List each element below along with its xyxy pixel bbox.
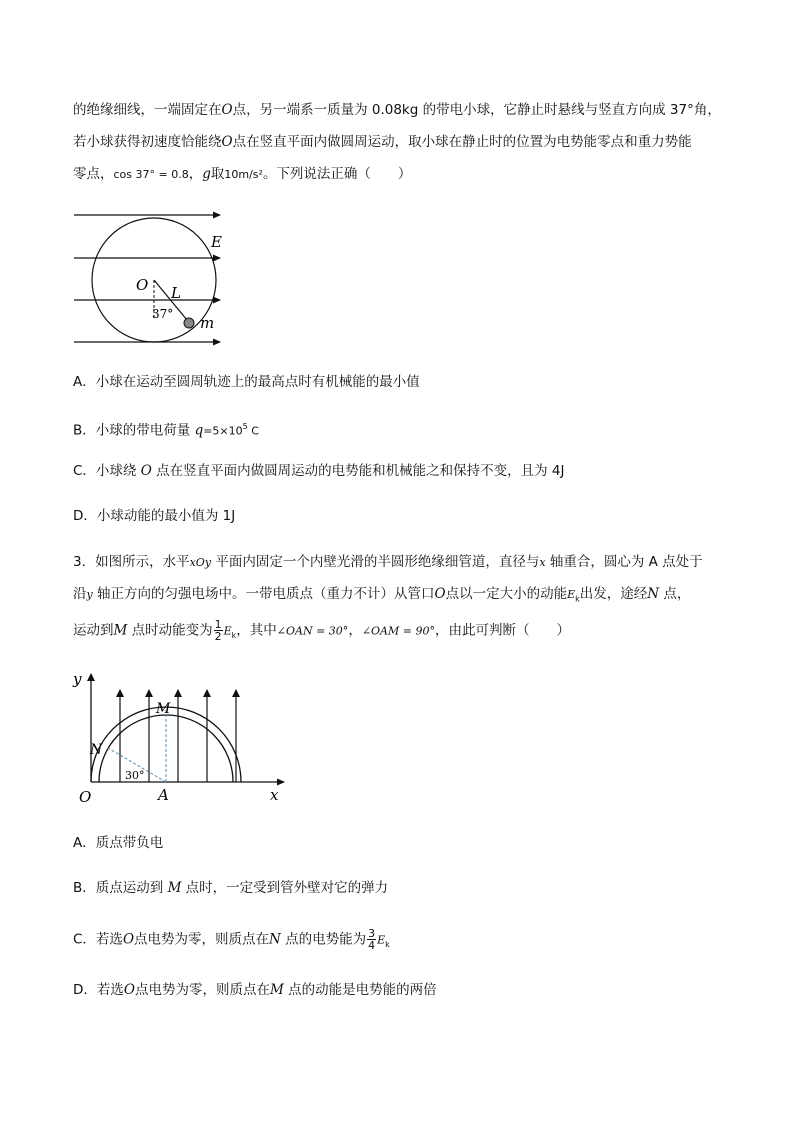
text: 点， [659, 586, 691, 602]
text: 点电势为零，则质点在 [134, 931, 270, 948]
q3-option-b [73, 878, 388, 898]
text: ，由此可判断（ ） [434, 622, 570, 639]
q2-stem-line-3 [73, 164, 411, 185]
angle-OAM: ∠OAM = 90° [361, 624, 435, 638]
text: ， [188, 166, 203, 182]
q3-option-a [73, 833, 163, 853]
text: 点时动能变为 [127, 622, 213, 639]
q2-stem-line-1 [73, 100, 721, 120]
var-xoy: xOy [189, 556, 212, 569]
q2-option-a [73, 372, 420, 392]
exponent: 5 [242, 422, 248, 431]
q3-stem-line-3 [73, 619, 570, 646]
subscript-k: k [385, 940, 390, 950]
var-O: O [221, 102, 233, 118]
label-y: y [73, 670, 82, 688]
var-E: E [377, 933, 386, 947]
var-O: O [123, 982, 135, 998]
var-N: N [647, 586, 660, 602]
label-M: M [156, 701, 171, 717]
q2-stem-line-2 [73, 132, 692, 152]
q2-option-b [73, 417, 259, 442]
denominator: 2 [214, 630, 222, 643]
label-O: O [136, 276, 149, 294]
text: 轴正方向的匀强电场中。一带电质点（重力不计）从管口 [92, 586, 435, 602]
var-g: g [202, 166, 211, 182]
q2-option-d [73, 506, 235, 526]
label-L: L [171, 284, 181, 302]
fraction-one-half [214, 619, 223, 642]
var-E: E [567, 588, 576, 601]
text: 若小球获得初速度恰能绕 [73, 134, 222, 150]
text: 零点， [73, 166, 114, 182]
text: C [247, 424, 259, 438]
text: 点在竖直平面内做圆周运动，取小球在静止时的位置为电势能零点和重力势能 [232, 134, 692, 150]
var-M: M [269, 982, 284, 998]
text: 出发，途经 [579, 586, 648, 602]
var-y: y [86, 588, 93, 601]
angle-OAN: ∠OAN = 30° [276, 624, 349, 638]
text: A．质点带负电 [73, 835, 164, 851]
text: 。下列说法正确（ ） [262, 166, 412, 182]
text: 点电势为零，则质点在 [134, 982, 270, 998]
var-M: M [113, 622, 128, 639]
text: 点的动能是电势能的两倍 [283, 982, 437, 998]
var-O: O [140, 463, 152, 479]
label-angle: 37° [152, 307, 174, 321]
q2-option-c [73, 461, 564, 481]
text: B．小球的带电荷量 [73, 422, 195, 439]
label-A: A [158, 786, 169, 804]
q3-option-d [73, 980, 437, 1000]
text: =5×10 [203, 424, 243, 438]
text: 沿 [73, 586, 87, 602]
q3-figure [70, 668, 295, 808]
g-value: 10m/s² [224, 168, 263, 181]
label-angle: 30° [125, 769, 145, 782]
subscript-k: k [575, 594, 580, 604]
label-E: E [211, 233, 222, 251]
q3-stem-line-2 [73, 584, 690, 610]
var-O: O [122, 931, 135, 948]
cos-value: cos 37° = 0.8 [113, 168, 189, 181]
subscript-k: k [231, 631, 237, 641]
text: ， [348, 622, 362, 639]
text: 点在竖直平面内做圆周运动的电势能和机械能之和保持不变，且为 4J [151, 463, 565, 479]
label-x: x [270, 786, 279, 804]
var-N: N [269, 931, 281, 948]
q3-stem-line-1 [73, 552, 703, 573]
text: D．小球动能的最小值为 1J [73, 508, 236, 524]
text: 点时，一定受到管外壁对它的弹力 [181, 880, 389, 896]
text: 的绝缘细线，一端固定在 [73, 102, 222, 118]
text: C．小球绕 [73, 463, 141, 479]
text: D．若选 [73, 982, 124, 998]
text: 取 [210, 166, 225, 182]
text: 点，另一端系一质量为 0.08kg 的带电小球，它静止时悬线与竖直方向成 37°角， [232, 102, 721, 118]
var-M: M [167, 880, 182, 896]
numerator: 3 [368, 927, 376, 940]
text: A．小球在运动至圆周轨迹上的最高点时有机械能的最小值 [73, 374, 420, 390]
fraction-three-quarters [367, 928, 376, 951]
text: 3．如图所示，水平 [73, 554, 190, 570]
text: 运动到 [73, 622, 114, 639]
label-O: O [79, 788, 92, 806]
label-N: N [90, 742, 103, 758]
label-m: m [200, 314, 215, 332]
text: 平面内固定一个内壁光滑的半圆形绝缘细管道，直径与 [211, 554, 540, 570]
text: ，其中 [236, 622, 277, 639]
text: B．质点运动到 [73, 880, 168, 896]
var-x: x [539, 556, 546, 569]
var-E: E [223, 624, 232, 638]
var-O: O [221, 134, 233, 150]
text: 点以一定大小的动能 [445, 586, 568, 602]
numerator: 1 [214, 618, 222, 631]
ball [184, 318, 194, 328]
denominator: 4 [368, 939, 376, 952]
text: 轴重合，圆心为 A 点处于 [545, 554, 703, 570]
q2-figure [70, 202, 230, 352]
text: C．若选 [73, 931, 123, 948]
var-O: O [434, 586, 446, 602]
text: 点的电势能为 [280, 931, 367, 948]
q3-option-c [73, 928, 390, 955]
var-q: q [194, 422, 204, 439]
